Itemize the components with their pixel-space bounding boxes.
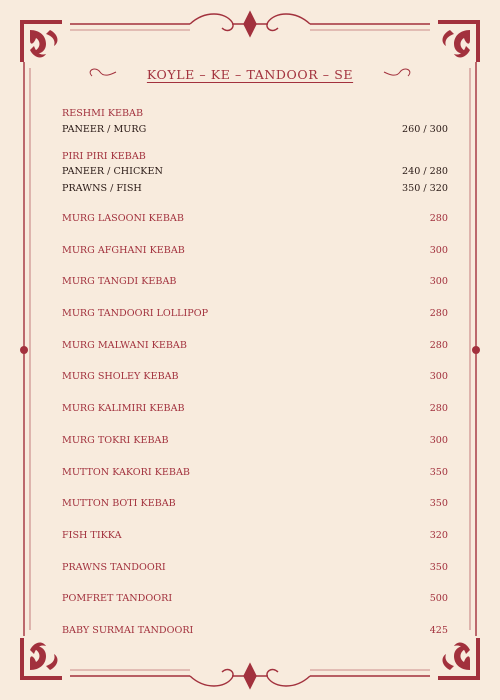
menu-item-row xyxy=(62,561,448,593)
item-price: 300 xyxy=(429,276,448,288)
corner-ornament-top-left xyxy=(20,20,62,62)
menu-item-row xyxy=(62,307,448,339)
item-price: 300 xyxy=(429,371,448,383)
item-name: MURG AFGHANI KEBAB xyxy=(62,244,185,256)
group-heading-reshmi xyxy=(62,107,448,121)
item-name: FISH TIKKA xyxy=(62,529,122,541)
item-name: MURG TOKRI KEBAB xyxy=(62,434,169,446)
item-price: 280 xyxy=(429,339,448,351)
item-price: 425 xyxy=(429,624,448,636)
item-name: MURG TANDOORI LOLLIPOP xyxy=(62,308,209,320)
menu-item-row xyxy=(62,339,448,371)
item-name: MURG TANGDI KEBAB xyxy=(62,276,177,288)
item-name: MURG KALIMIRI KEBAB xyxy=(62,403,185,415)
menu-item-row xyxy=(62,212,448,244)
item-name: MURG MALWANI KEBAB xyxy=(62,339,187,351)
section-title-text: KOYLE – KE – TANDOOR – SE xyxy=(146,67,354,82)
item-name: MURG SHOLEY KEBAB xyxy=(62,371,179,383)
item-price: 320 xyxy=(429,529,448,541)
menu-item-row xyxy=(62,497,448,529)
item-price: 350 xyxy=(429,561,448,573)
group-heading-piri-piri xyxy=(62,150,448,164)
item-name: PANEER / MURG xyxy=(62,124,147,135)
simple-item-list xyxy=(62,212,448,656)
item-name: MUTTON KAKORI KEBAB xyxy=(62,466,190,478)
menu-item-row xyxy=(62,123,448,137)
item-price: 300 xyxy=(429,244,448,256)
item-name: PANEER / CHICKEN xyxy=(62,166,163,177)
menu-item-row xyxy=(62,370,448,402)
item-name: BABY SURMAI TANDOORI xyxy=(62,624,194,636)
menu-item-row xyxy=(62,165,448,179)
group-heading-text: PIRI PIRI KEBAB xyxy=(62,151,146,162)
item-price: 280 xyxy=(429,308,448,320)
menu-list xyxy=(62,107,448,656)
menu-item-row xyxy=(62,182,448,196)
menu-item-row xyxy=(62,402,448,434)
menu-item-row xyxy=(62,624,448,656)
item-price: 350 xyxy=(429,498,448,510)
item-name: PRAWNS TANDOORI xyxy=(62,561,166,573)
item-price: 300 xyxy=(429,434,448,446)
item-price: 350 xyxy=(429,466,448,478)
item-price: 260 / 300 xyxy=(402,124,448,135)
menu-item-row xyxy=(62,529,448,561)
item-name: MURG LASOONI KEBAB xyxy=(62,213,184,224)
item-price: 280 xyxy=(429,403,448,415)
menu-item-row xyxy=(62,244,448,276)
item-price: 500 xyxy=(429,593,448,605)
item-price: 280 xyxy=(429,213,448,224)
item-price: 350 / 320 xyxy=(402,183,448,194)
corner-ornament-top-right xyxy=(438,20,480,62)
menu-item-row xyxy=(62,275,448,307)
bottom-flourish-ornament xyxy=(190,664,310,688)
item-name: PRAWNS / FISH xyxy=(62,183,142,194)
menu-item-row xyxy=(62,434,448,466)
group-heading-text: RESHMI KEBAB xyxy=(62,108,144,119)
item-price: 240 / 280 xyxy=(402,166,448,177)
left-dot-ornament xyxy=(20,346,28,354)
menu-item-row xyxy=(62,592,448,624)
top-flourish-ornament xyxy=(190,12,310,36)
right-dot-ornament xyxy=(472,346,480,354)
menu-item-row xyxy=(62,466,448,498)
section-title xyxy=(0,67,500,82)
item-name: MUTTON BOTI KEBAB xyxy=(62,498,176,510)
item-name: POMFRET TANDOORI xyxy=(62,593,173,605)
corner-ornament-bottom-left xyxy=(20,638,62,680)
